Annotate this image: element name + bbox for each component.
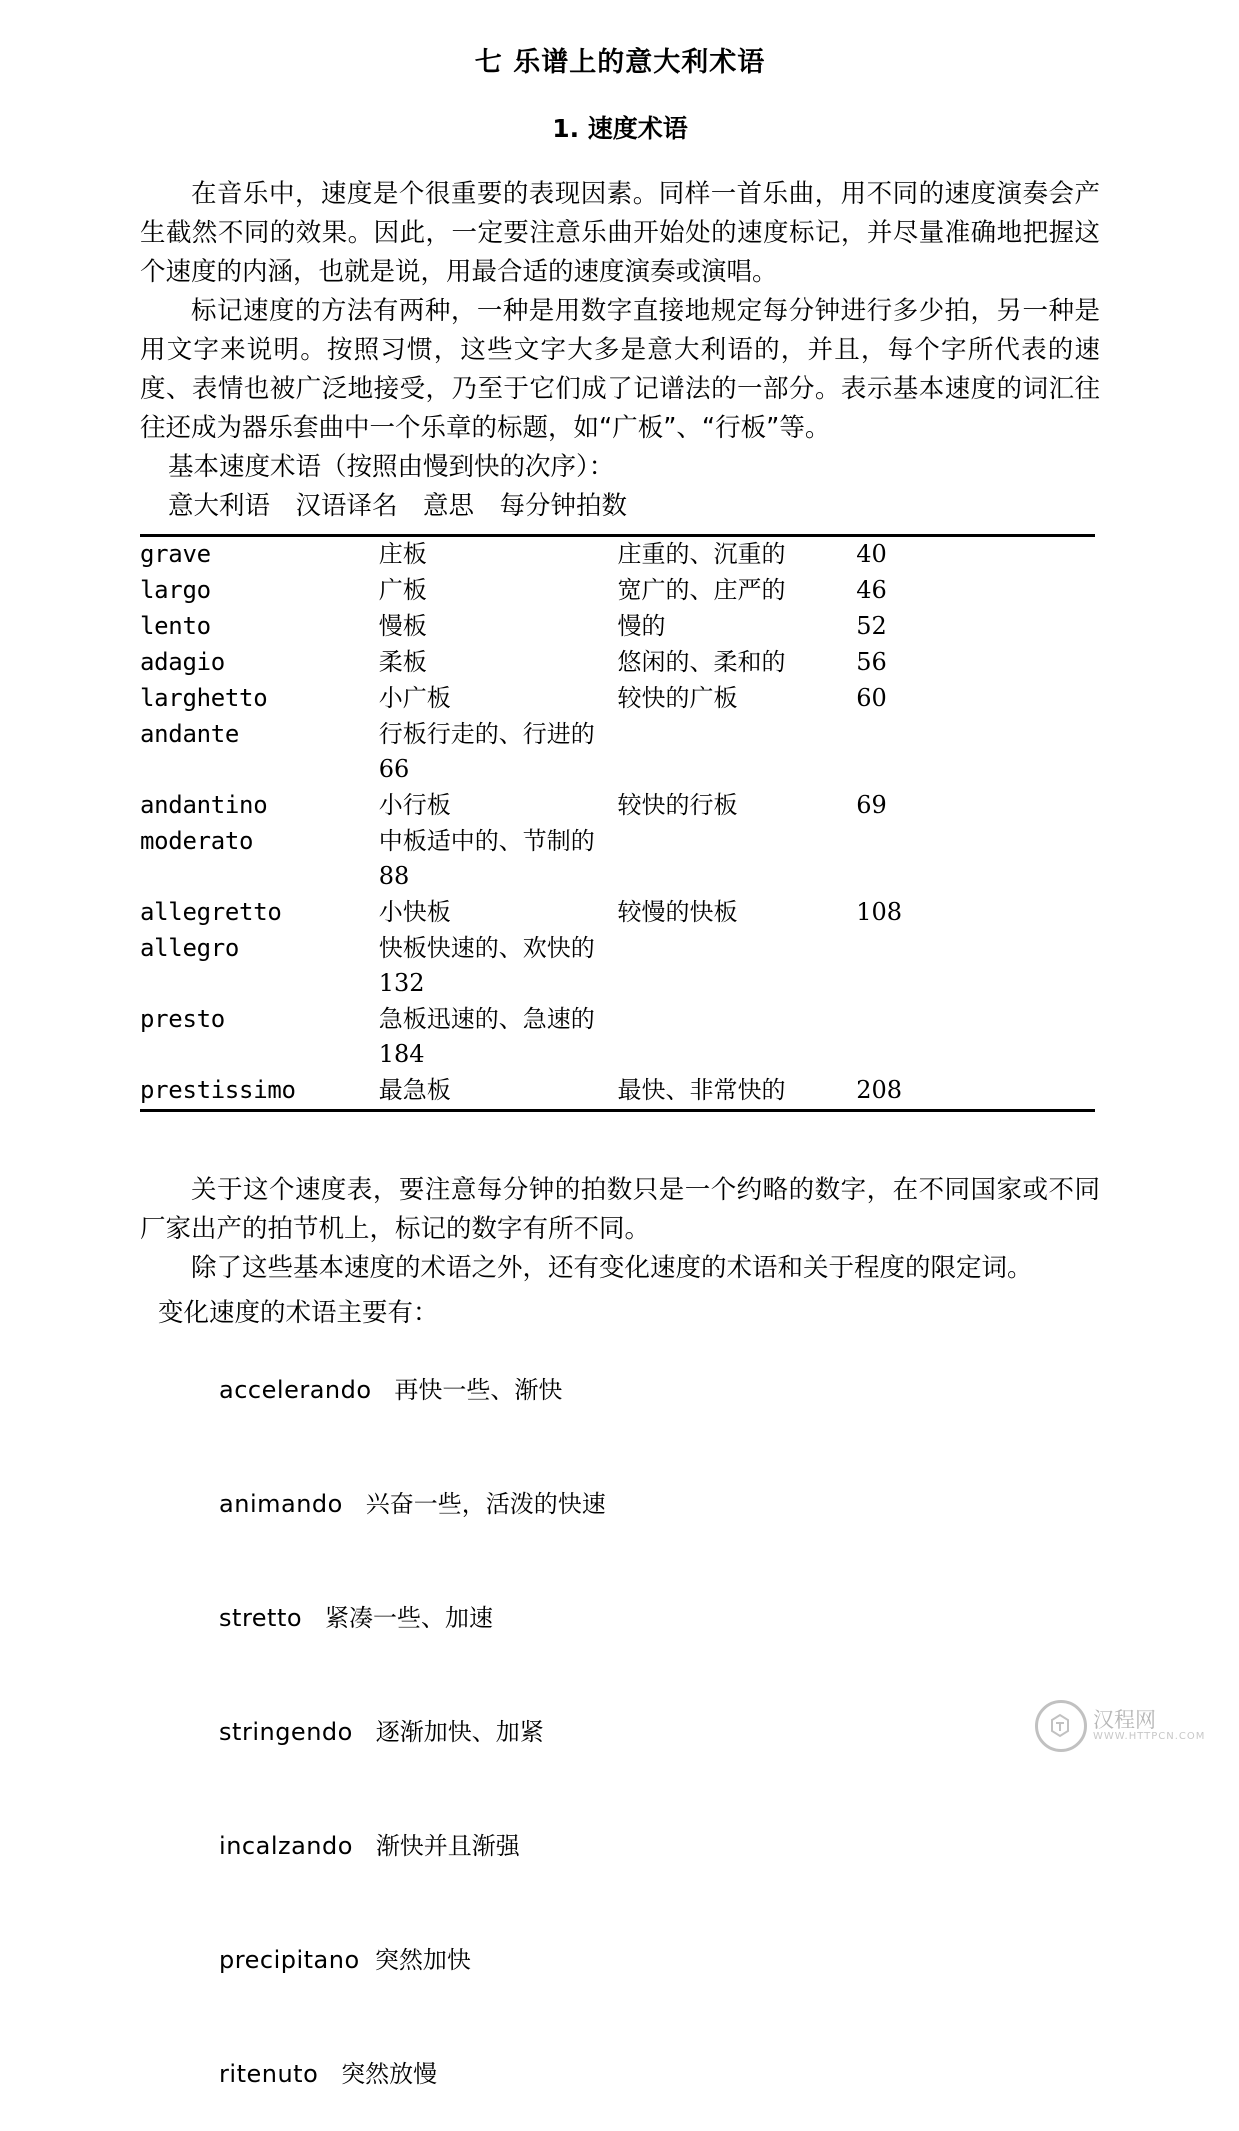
cell-meaning: 较慢的快板 — [617, 898, 738, 926]
cell-meaning: 庄重的、沉重的 — [617, 540, 786, 568]
table-row — [140, 1002, 1095, 1073]
glossary-list — [158, 1333, 1100, 2131]
table-row — [140, 645, 1095, 681]
cell-chinese: 行板行走的、行进的 66 — [378, 720, 595, 783]
cell-bpm: 208 — [856, 1076, 903, 1104]
cell-chinese: 中板适中的、节制的 88 — [378, 827, 595, 890]
paragraph-1: 在音乐中，速度是个很重要的表现因素。同样一首乐曲，用不同的速度演奏会产生截然不同的效果。因此，一定要注意乐曲开始处的速度标记，并尽量准确地把握这个速度的内涵，也就是说，用最合适的速度演奏或演唱。 — [140, 179, 1100, 287]
page-title: 七 乐谱上的意大利术语 — [474, 47, 766, 78]
cell-bpm: 60 — [856, 684, 887, 712]
cell-meaning: 慢的 — [617, 612, 666, 640]
table-row — [140, 824, 1095, 895]
cell-chinese: 快板快速的、欢快的 132 — [378, 934, 595, 997]
section-title: 1. 速度术语 — [552, 114, 688, 143]
cell-meaning: 较快的广板 — [617, 684, 738, 712]
cell-term: larghetto — [140, 684, 268, 712]
paragraph-4: 除了这些基本速度的术语之外，还有变化速度的术语和关于程度的限定词。 — [191, 1253, 1033, 1283]
list-item — [158, 1447, 1100, 1561]
glossary-term: incalzando — [219, 1832, 353, 1860]
cell-bpm: 56 — [856, 648, 887, 676]
list-item — [158, 1903, 1100, 2017]
glossary-gap — [343, 1490, 366, 1518]
cell-term: allegro — [140, 934, 240, 962]
watermark-url: WWW.HTTPCN.COM — [1093, 1731, 1206, 1742]
cell-meaning: 悠闲的、柔和的 — [617, 648, 786, 676]
glossary-gap — [318, 2060, 341, 2088]
cell-bpm: 52 — [856, 612, 887, 640]
table-row — [140, 931, 1095, 1002]
cell-chinese: 柔板 — [378, 648, 427, 676]
cell-chinese: 慢板 — [378, 612, 427, 640]
glossary-definition: 兴奋一些，活泼的快速 — [365, 1490, 606, 1518]
glossary-gap — [360, 1946, 375, 1974]
cell-meaning — [618, 931, 857, 1002]
cell-meaning: 较快的行板 — [617, 791, 738, 819]
cell-bpm: 46 — [856, 576, 887, 604]
glossary-definition: 突然放慢 — [341, 2060, 438, 2088]
list-item — [158, 2017, 1100, 2131]
glossary-term: animando — [219, 1490, 343, 1518]
tempo-terms-table — [140, 530, 1100, 1116]
table-intro: 基本速度术语（按照由慢到快的次序）： — [168, 452, 615, 482]
cell-chinese: 广板 — [378, 576, 427, 604]
table-row — [140, 536, 1095, 574]
glossary-definition: 紧凑一些、加速 — [324, 1604, 493, 1632]
list-item — [158, 1675, 1100, 1789]
paragraph-2: 标记速度的方法有两种，一种是用数字直接地规定每分钟进行多少拍，另一种是用文字来说明。按照习惯，这些文字大多是意大利语的，并且，每个字所代表的速度、表情也被广泛地接受，乃至于它们成了记谱法的一部分。表示基本速度的词汇往往还成为器乐套曲中一个乐章的标题，如“广板”、“行板”等。 — [140, 296, 1100, 443]
cell-term: andantino — [140, 791, 268, 819]
list-item — [158, 1333, 1100, 1447]
glossary-definition: 逐渐加快、加紧 — [375, 1718, 544, 1746]
cell-term: adagio — [140, 648, 225, 676]
glossary-definition: 渐快并且渐强 — [375, 1832, 520, 1860]
watermark — [1035, 1698, 1225, 1754]
cell-term: largo — [140, 576, 211, 604]
glossary-gap — [353, 1718, 376, 1746]
table-row — [140, 1073, 1095, 1111]
cell-bpm — [856, 1002, 1095, 1073]
cell-term: andante — [140, 720, 240, 748]
cell-chinese: 庄板 — [378, 540, 427, 568]
cell-meaning — [618, 1002, 857, 1073]
table-row — [140, 573, 1095, 609]
watermark-text — [1093, 1709, 1205, 1743]
table-row — [140, 609, 1095, 645]
table-row — [140, 895, 1095, 931]
glossary-term: precipitano — [219, 1946, 360, 1974]
glossary-gap — [372, 1376, 395, 1404]
cell-bpm: 69 — [856, 791, 887, 819]
cell-bpm — [856, 824, 1095, 895]
glossary-definition: 再快一些、渐快 — [394, 1376, 563, 1404]
table-column-header: 意大利语 汉语译名 意思 每分钟拍数 — [168, 491, 628, 521]
list-item — [158, 1561, 1100, 1675]
cell-meaning — [618, 717, 857, 788]
glossary-gap — [353, 1832, 376, 1860]
glossary-definition: 突然加快 — [374, 1946, 471, 1974]
cell-meaning: 宽广的、庄严的 — [617, 576, 786, 604]
cell-chinese: 最急板 — [378, 1076, 451, 1104]
table-row — [140, 717, 1095, 788]
glossary-term: stringendo — [219, 1718, 353, 1746]
intro-paragraphs — [140, 175, 1100, 448]
cell-bpm: 108 — [856, 898, 903, 926]
paragraph-3: 关于这个速度表，要注意每分钟的拍数只是一个约略的数字，在不同国家或不同厂家出产的拍节机上，标记的数字有所不同。 — [140, 1175, 1100, 1244]
glossary-heading: 变化速度的术语主要有： — [158, 1298, 439, 1328]
watermark-logo-icon — [1035, 1700, 1087, 1752]
watermark-name: 汉程网 — [1093, 1708, 1156, 1732]
cell-bpm: 40 — [856, 540, 887, 568]
cell-term: moderato — [140, 827, 254, 855]
cell-chinese: 小广板 — [378, 684, 451, 712]
glossary-gap — [302, 1604, 325, 1632]
glossary-term: accelerando — [219, 1376, 372, 1404]
spacer — [140, 1116, 1100, 1171]
cell-term: allegretto — [140, 898, 282, 926]
cell-term: presto — [140, 1005, 225, 1033]
cell-meaning — [618, 824, 857, 895]
cell-chinese: 小行板 — [378, 791, 451, 819]
cell-term: prestissimo — [140, 1076, 296, 1104]
cell-term: grave — [140, 540, 211, 568]
glossary-term: stretto — [219, 1604, 303, 1632]
document-content — [140, 0, 1100, 2131]
table-row — [140, 681, 1095, 717]
table-row — [140, 788, 1095, 824]
cell-chinese: 小快板 — [378, 898, 451, 926]
cell-chinese: 急板迅速的、急速的 184 — [378, 1005, 595, 1068]
cell-term: lento — [140, 612, 211, 640]
list-item — [158, 1789, 1100, 1903]
cell-bpm — [856, 931, 1095, 1002]
cell-meaning: 最快、非常快的 — [617, 1076, 786, 1104]
cell-bpm — [856, 717, 1095, 788]
glossary-term: ritenuto — [219, 2060, 319, 2088]
